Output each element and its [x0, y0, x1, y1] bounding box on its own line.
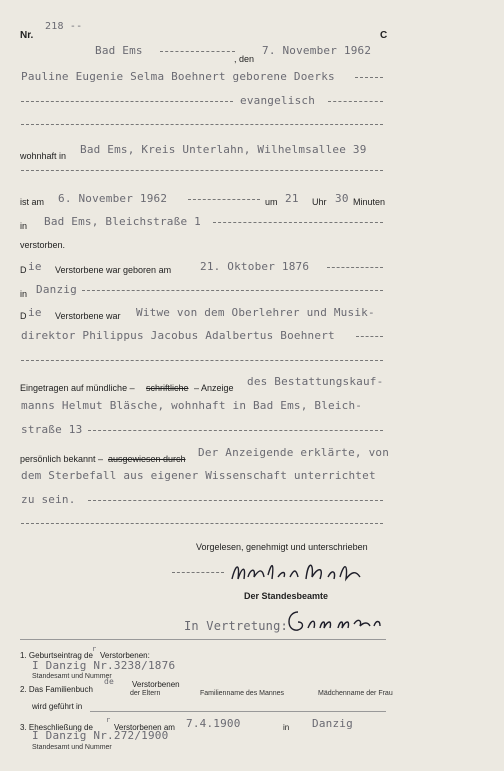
fn3-date: 7.4.1900 — [186, 717, 241, 730]
fn3-in: in — [283, 723, 290, 732]
fill-dashes — [328, 101, 383, 102]
known-line-2: dem Sterbefall aus eigener Wissenschaft unterrichtet — [21, 469, 376, 482]
widow-d-fill: ie — [28, 306, 42, 319]
fill-dashes — [82, 290, 383, 291]
fn1-value: I Danzig Nr.3238/1876 — [32, 659, 176, 672]
read-approved-text: Vorgelesen, genehmigt und unterschrieben — [196, 542, 368, 552]
fill-dashes — [213, 222, 383, 223]
birth-in-label: in — [20, 289, 28, 299]
fn3-sub: Standesamt und Nummer — [32, 744, 112, 751]
wohnhaft-label: wohnhaft in — [20, 151, 67, 161]
fill-dashes — [88, 430, 383, 431]
report-line-1: des Bestattungskauf- — [247, 375, 384, 388]
residence-address: Bad Ems, Kreis Unterlahn, Wilhelmsallee 39 — [80, 143, 367, 156]
widow-line-2: direktor Philippus Jacobus Adalbertus Boehnert — [21, 329, 335, 342]
informant-signature — [228, 557, 378, 587]
religion: evangelisch — [240, 94, 316, 107]
in-vertretung: In Vertretung: — [184, 619, 288, 633]
fn2-eltern: der Eltern — [130, 690, 161, 697]
um-label: um — [265, 197, 278, 207]
fill-dashes — [172, 572, 224, 573]
fn1-super: r — [92, 645, 97, 653]
ist-am-label: ist am — [20, 197, 45, 207]
registrar-signature — [284, 606, 384, 636]
fn3-super: r — [106, 716, 111, 724]
verstorben-label: verstorben. — [20, 240, 66, 250]
death-hour: 21 — [285, 192, 299, 205]
fill-dashes — [355, 77, 383, 78]
widow-line-1: Witwe von dem Oberlehrer und Musik- — [136, 306, 375, 319]
birth-date: 21. Oktober 1876 — [200, 260, 310, 273]
fn2-frau: Mädchenname der Frau — [318, 690, 393, 697]
fn2-mann: Familienname des Mannes — [200, 690, 285, 697]
report-label-struck: schriftliche — [146, 383, 189, 393]
death-place: Bad Ems, Bleichstraße 1 — [44, 215, 201, 228]
known-line-1: Der Anzeigende erklärte, von — [198, 446, 390, 459]
report-line-2: manns Helmut Bläsche, wohnhaft in Bad Ems, Bleich- — [21, 399, 363, 412]
birth-d-fill: ie — [28, 260, 42, 273]
birth-d-label: D — [20, 265, 27, 275]
birth-place: Danzig — [36, 283, 77, 296]
fill-dashes — [21, 170, 383, 171]
record-number: 218 -- — [45, 21, 83, 32]
fn1-label-b: Verstorbenen: — [100, 651, 150, 660]
widow-label: Verstorbene war — [55, 311, 121, 321]
report-label-b: – Anzeige — [194, 383, 234, 393]
birth-label: Verstorbene war geboren am — [55, 265, 172, 275]
fn3-value: I Danzig Nr.272/1900 — [32, 729, 169, 742]
fill-dashes — [21, 124, 383, 125]
intro-date: 7. November 1962 — [262, 44, 372, 57]
footnote-divider — [20, 639, 386, 640]
fn3-label-b: Verstorbenen am — [114, 723, 175, 732]
fn1-label: 1. Geburtseintrag de — [20, 651, 93, 660]
fn3-label: 3. Eheschließung de — [20, 723, 93, 732]
fn2-de: de — [104, 677, 115, 686]
fill-dashes — [188, 199, 260, 200]
report-label-a: Eingetragen auf mündliche – — [20, 383, 135, 393]
in-label: in — [20, 221, 28, 231]
fill-dashes — [21, 101, 233, 102]
registrar-title: Der Standesbeamte — [244, 591, 329, 601]
widow-d-label: D — [20, 311, 27, 321]
report-line-3: straße 13 — [21, 423, 83, 436]
death-date: 6. November 1962 — [58, 192, 168, 205]
uhr-label: Uhr — [312, 197, 327, 207]
den-label: , den — [234, 54, 255, 64]
fn2-label: 2. Das Familienbuch — [20, 685, 93, 694]
fill-dashes — [160, 51, 235, 52]
fn-line — [90, 711, 386, 712]
minuten-label: Minuten — [353, 197, 386, 207]
fill-dashes — [327, 267, 383, 268]
fn1-sub: Standesamt und Nummer — [32, 673, 112, 680]
fill-dashes — [21, 360, 383, 361]
known-line-3: zu sein. — [21, 493, 76, 506]
death-minutes: 30 — [335, 192, 349, 205]
nr-label: Nr. — [20, 30, 34, 41]
fill-dashes — [356, 336, 383, 337]
fn2-verstorbenen: Verstorbenen — [132, 680, 180, 689]
fill-dashes — [88, 500, 383, 501]
fn2-gefuehrt: wird geführt in — [32, 702, 83, 711]
intro-place: Bad Ems — [95, 44, 143, 57]
known-label-struck: ausgewiesen durch — [108, 454, 186, 464]
form-letter: C — [380, 30, 388, 41]
fn3-place: Danzig — [312, 717, 353, 730]
fill-dashes — [21, 523, 383, 524]
deceased-name: Pauline Eugenie Selma Boehnert geborene Doerks — [21, 70, 335, 83]
known-label-a: persönlich bekannt – — [20, 454, 104, 464]
